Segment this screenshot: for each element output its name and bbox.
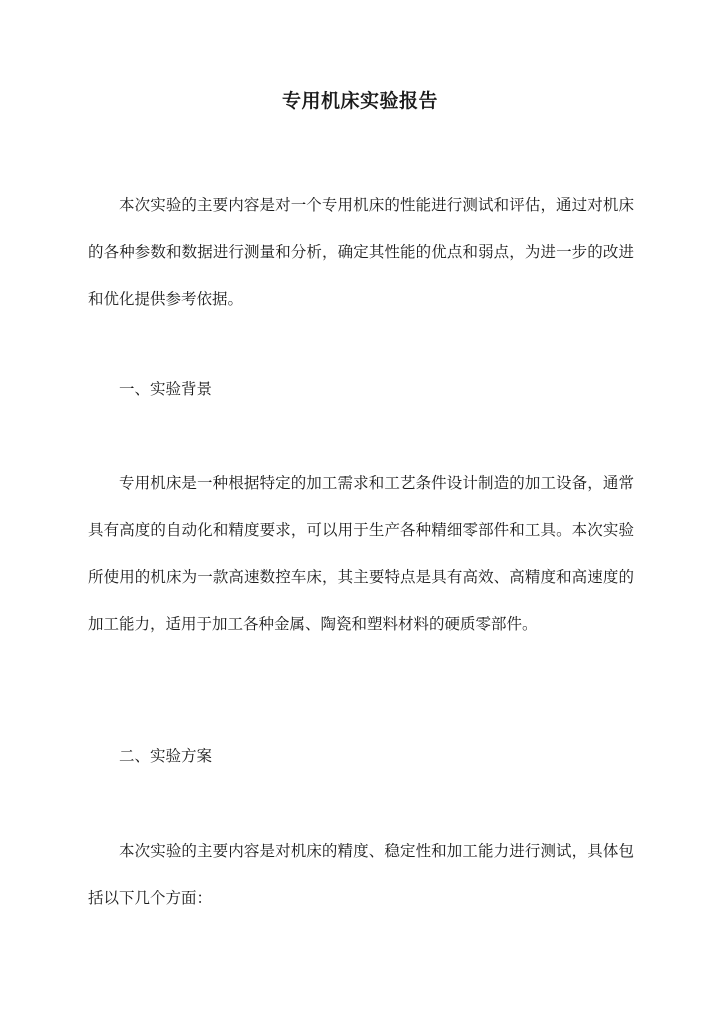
- intro-paragraph: 本次实验的主要内容是对一个专用机床的性能进行测试和评估，通过对机床的各种参数和数据进行测量和分析，确定其性能的优点和弱点，为进一步的改进和优化提供参考依据。: [88, 196, 634, 308]
- section-heading-plan: 二、实验方案: [119, 747, 213, 765]
- background-paragraph: 专用机床是一种根据特定的加工需求和工艺条件设计制造的加工设备，通常具有高度的自动化和精度要求，可以用于生产各种精细零部件和工具。本次实验所使用的机床为一款高速数控车床，其主要特点是具有高效、高精度和高速度的加工能力，适用于加工各种金属、陶瓷和塑料材料的硬质零部件。: [88, 474, 634, 633]
- document-title: 专用机床实验报告: [281, 90, 438, 112]
- plan-paragraph: 本次实验的主要内容是对机床的精度、稳定性和加工能力进行测试，具体包括以下几个方面：: [88, 842, 634, 907]
- section-heading-background: 一、实验背景: [119, 380, 213, 398]
